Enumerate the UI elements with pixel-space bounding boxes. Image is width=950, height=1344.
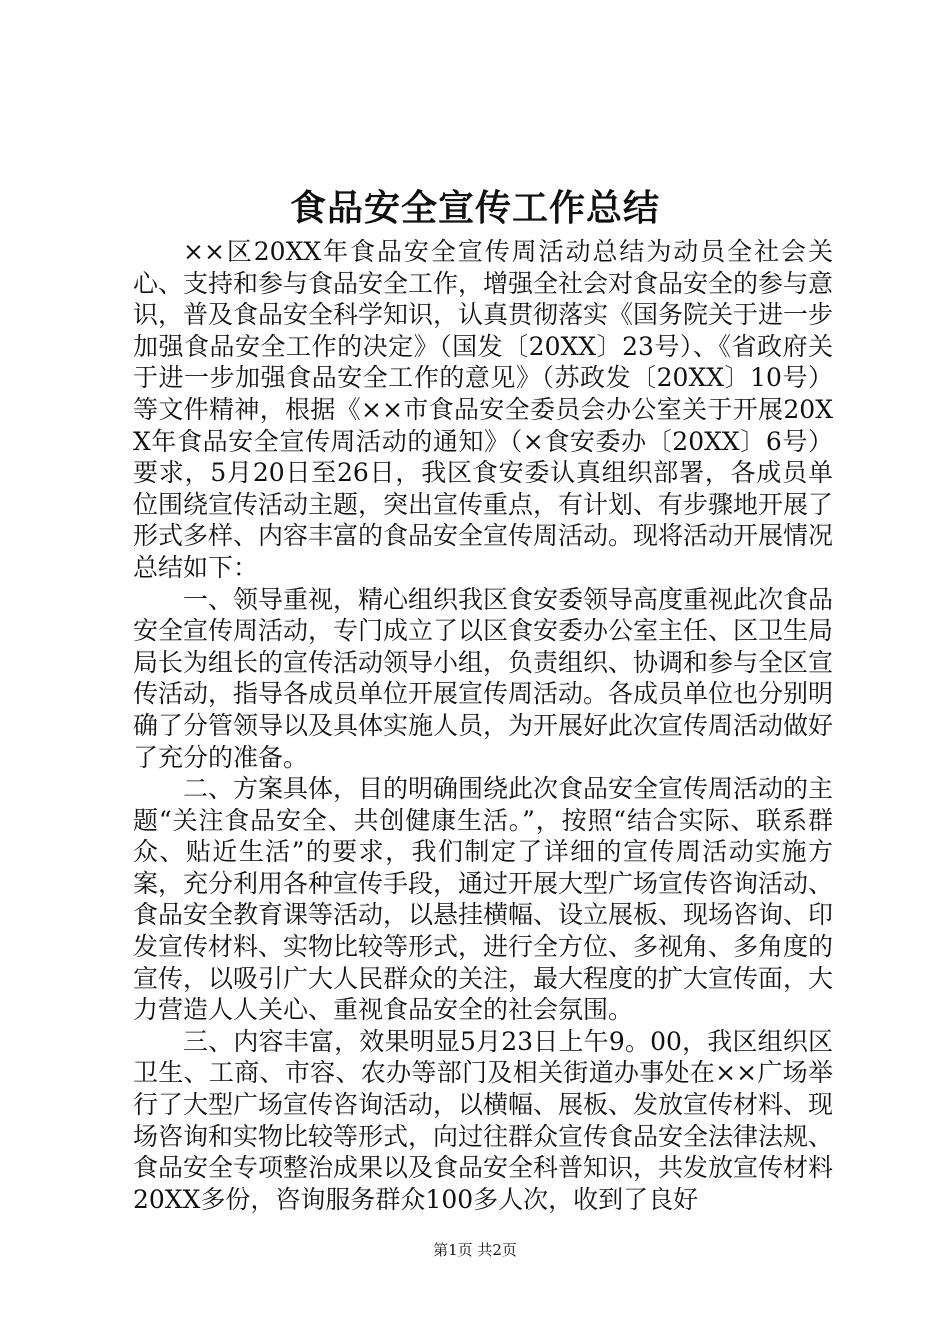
document-title: 食品安全宣传工作总结 <box>289 187 660 229</box>
page-number-footer: 第1页 共2页 <box>433 1241 517 1259</box>
document-body <box>133 236 833 1215</box>
paragraph-section-2: 二、方案具体，目的明确围绕此次食品安全宣传周活动的主题“关注食品安全、共创健康生活。”，按照“结合实际、联系群众、贴近生活”的要求，我们制定了详细的宣传周活动实施方案，充分利用各种宣传手段，通过开展大型广场宣传咨询活动、食品安全教育课等活动，以悬挂横幅、设立展板、现场咨询、印发宣传材料、实物比较等形式，进行全方位、多视角、多角度的宣传，以吸引广大人民群众的关注，最大程度的扩大宣传面，大力营造人人关心、重视食品安全的社会氛围。 <box>133 774 834 1025</box>
paragraph-intro: ××区20XX年食品安全宣传周活动总结为动员全社会关心、支持和参与食品安全工作，增强全社会对食品安全的参与意识，普及食品安全科学知识，认真贯彻落实《国务院关于进一步加强食品安全工作的决定》（国发〔20XX〕23号）、《省政府关于进一步加强食品安全工作的意见》（苏政发〔20XX〕10号）等文件精神，根据《××市食品安全委员会办公室关于开展20XX年食品安全宣传周活动的通知》（×食安委办〔20XX〕6号）要求，5月20日至26日，我区食安委认真组织部署，各成员单位围绕宣传活动主题，突出宣传重点，有计划、有步骤地开展了形式多样、内容丰富的食品安全宣传周活动。现将活动开展情况总结如下： <box>133 237 834 582</box>
paragraph-section-1: 一、领导重视，精心组织我区食安委领导高度重视此次食品安全宣传周活动，专门成立了以区食安委办公室主任、区卫生局局长为组长的宣传活动领导小组，负责组织、协调和参与全区宣传活动，指导各成员单位开展宣传周活动。各成员单位也分别明确了分管领导以及具体实施人员，为开展好此次宣传周活动做好了充分的准备。 <box>133 584 834 772</box>
paragraph-section-3: 三、内容丰富，效果明显5月23日上午9。00，我区组织区卫生、工商、市容、农办等部门及相关街道办事处在××广场举行了大型广场宣传咨询活动，以横幅、展板、发放宣传材料、现场咨询和实物比较等形式，向过往群众宣传食品安全法律法规、食品安全专项整治成果以及食品安全科普知识，共发放宣传材料20XX多份，咨询服务群众100多人次，收到了良好 <box>133 1026 834 1214</box>
